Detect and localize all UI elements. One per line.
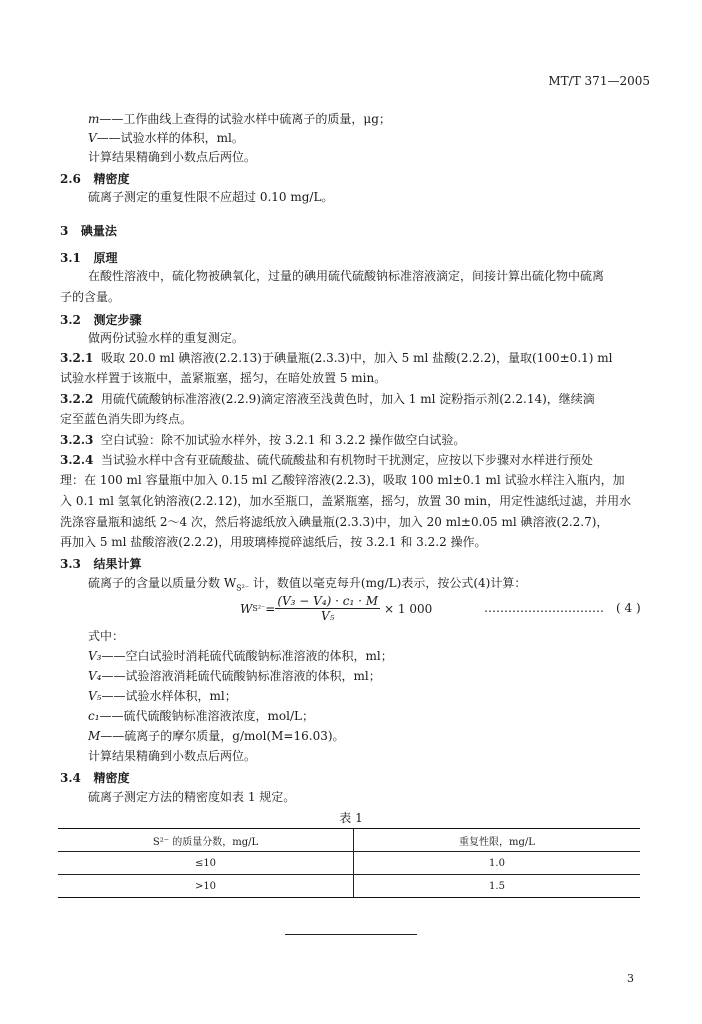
formula-multiplier: × 1 000 (384, 601, 433, 616)
section-number: 3.2.2 (60, 392, 94, 406)
calc-note-1: 计算结果精确到小数点后两位。 (88, 150, 257, 164)
table-row (58, 875, 640, 898)
where-label: 式中： (88, 629, 125, 643)
section-title: 精密度 (93, 771, 130, 785)
definition-V (88, 131, 244, 145)
precision-table (58, 828, 640, 898)
section-3-1-body-line1: 在酸性溶液中，硫化物被碘氧化，过量的碘用硫代硫酸钠标准溶液滴定，间接计算出硫化物中硫离 (88, 269, 605, 283)
formula-denominator: V₅ (320, 609, 335, 623)
table-caption: 表 1 (339, 811, 363, 825)
section-2-6-body: 硫离子测定的重复性限不应超过 0.10 mg/L。 (88, 190, 334, 204)
definition-symbol: m (88, 112, 100, 126)
section-title: 结果计算 (93, 557, 142, 571)
table-row (58, 852, 640, 875)
section-3-3-heading (60, 555, 141, 572)
definition-text: ——试验水样的体积，ml。 (96, 131, 244, 145)
formula-equals: = (265, 601, 276, 616)
intro-text: 硫离子的含量以质量分数 W (88, 576, 237, 590)
formula-fraction (275, 594, 380, 623)
section-3-2-4-line4: 洗涤容量瓶和滤纸 2～4 次，然后将滤纸放入碘量瓶(2.3.3)中，加入 20 ml±0.05 ml 碘溶液(2.2.7)， (60, 515, 609, 529)
table-header-cell: 重复性限，mg/L (354, 829, 641, 852)
definition-symbol: V₄ (88, 669, 102, 683)
section-3-2-4-line1 (60, 453, 593, 467)
formula-dots: ………………………… (484, 601, 604, 615)
section-number: 3.2.4 (60, 453, 94, 467)
paragraph-text: 空白试验：除不加试验水样外，按 3.2.1 和 3.2.2 操作做空白试验。 (101, 433, 466, 447)
section-3-2-4-line3: 入 0.1 ml 氢氧化钠溶液(2.2.12)，加水至瓶口，盖紧瓶塞，摇匀，放置 30 min，用定性滤纸过滤，并用水 (60, 494, 632, 508)
section-number: 3.2.3 (60, 433, 94, 447)
table-header-row (58, 829, 640, 852)
section-3-4-body: 硫离子测定方法的精密度如表 1 规定。 (88, 790, 296, 804)
section-3-3-intro (88, 576, 526, 595)
definition-V5 (88, 689, 237, 703)
formula (240, 594, 432, 623)
formula-lhs: W (240, 601, 253, 616)
table-cell: >10 (58, 875, 354, 898)
definition-V4 (88, 669, 381, 683)
definition-symbol: V₅ (88, 689, 102, 703)
definition-symbol: V (88, 131, 97, 145)
section-number: 3.3 (60, 557, 81, 571)
section-3-heading (60, 222, 117, 239)
section-3-2-1-line1 (60, 351, 612, 365)
section-number: 3.1 (60, 251, 81, 265)
section-3-1-body-line2: 子的含量。 (60, 290, 121, 304)
section-3-1-heading (60, 249, 117, 266)
formula-tag: ( 4 ) (616, 601, 641, 615)
formula-lhs-subscript: S²⁻ (252, 604, 266, 613)
definition-text: ——空白试验时消耗硫代硫酸钠标准溶液的体积，ml； (101, 649, 393, 663)
section-3-2-intro: 做两份试验水样的重复测定。 (88, 331, 245, 345)
definition-V3 (88, 649, 393, 663)
paragraph-text: 当试验水样中含有亚硫酸盐、硫代硫酸盐和有机物时干扰测定，应按以下步骤对水样进行预处 (101, 453, 594, 467)
paragraph-text: 用硫代硫酸钠标准溶液(2.2.9)滴定溶液至浅黄色时，加入 1 ml 淀粉指示剂(2.2.14)，继续滴 (101, 392, 595, 406)
paragraph-text: 吸取 20.0 ml 碘溶液(2.2.13)于碘量瓶(2.3.3)中，加入 5 ml 盐酸(2.2.2)，量取(100±0.1) ml (101, 351, 613, 365)
section-3-2-2-line2: 定至蓝色消失即为终点。 (60, 412, 193, 426)
definition-text: ——工作曲线上查得的试验水样中硫离子的质量，μg； (99, 112, 391, 126)
table-cell: 1.0 (354, 852, 641, 875)
definition-text: ——试验溶液消耗硫代硫酸钠标准溶液的体积，ml； (101, 669, 381, 683)
formula-numerator: (V₃ − V₄) · c₁ · M (277, 594, 379, 608)
definition-symbol: M (88, 729, 101, 743)
section-title: 测定步骤 (93, 313, 142, 327)
intro-text-rest: 计，数值以毫克每升(mg/L)表示，按公式(4)计算： (249, 576, 527, 590)
definition-m (88, 112, 391, 126)
section-3-2-1-line2: 试验水样置于该瓶中，盖紧瓶塞，摇匀，在暗处放置 5 min。 (60, 371, 387, 385)
footnote-divider (285, 934, 417, 935)
definition-text: ——硫离子的摩尔质量，g/mol(M=16.03)。 (100, 729, 345, 743)
section-number: 3.2 (60, 313, 81, 327)
section-2-6-heading (60, 170, 129, 187)
section-number: 3.4 (60, 771, 81, 785)
section-3-4-heading (60, 769, 129, 786)
standard-code: MT/T 371—2005 (548, 74, 650, 88)
section-3-2-4-line5: 再加入 5 ml 盐酸溶液(2.2.2)，用玻璃棒搅碎滤纸后，按 3.2.1 和 3.2.2 操作。 (60, 535, 487, 549)
table-cell: 1.5 (354, 875, 641, 898)
section-3-2-4-line2: 理：在 100 ml 容量瓶中加入 0.15 ml 乙酸锌溶液(2.2.3)，吸取 100 ml±0.1 ml 试验水样注入瓶内，加 (60, 473, 625, 487)
definition-text: ——试验水样体积，ml； (101, 689, 237, 703)
section-3-2-2-line1 (60, 392, 595, 406)
section-number: 2.6 (60, 172, 81, 186)
section-number: 3.2.1 (60, 351, 94, 365)
section-title: 精密度 (93, 172, 130, 186)
definition-M (88, 729, 345, 743)
table-cell: ≤10 (58, 852, 354, 875)
table-header-cell: S²⁻ 的质量分数，mg/L (58, 829, 354, 852)
definition-c1 (88, 709, 314, 723)
section-3-2-heading (60, 311, 141, 328)
section-title: 碘量法 (80, 224, 117, 238)
intro-subscript: S²⁻ (236, 583, 250, 593)
section-number: 3 (60, 224, 69, 238)
definition-text: ——硫代硫酸钠标准溶液浓度，mol/L； (99, 709, 314, 723)
definition-symbol: c₁ (88, 709, 100, 723)
section-3-2-3-line1 (60, 433, 465, 447)
definition-symbol: V₃ (88, 649, 102, 663)
calc-note-2: 计算结果精确到小数点后两位。 (88, 749, 257, 763)
section-title: 原理 (93, 251, 118, 265)
page-number: 3 (627, 972, 634, 985)
